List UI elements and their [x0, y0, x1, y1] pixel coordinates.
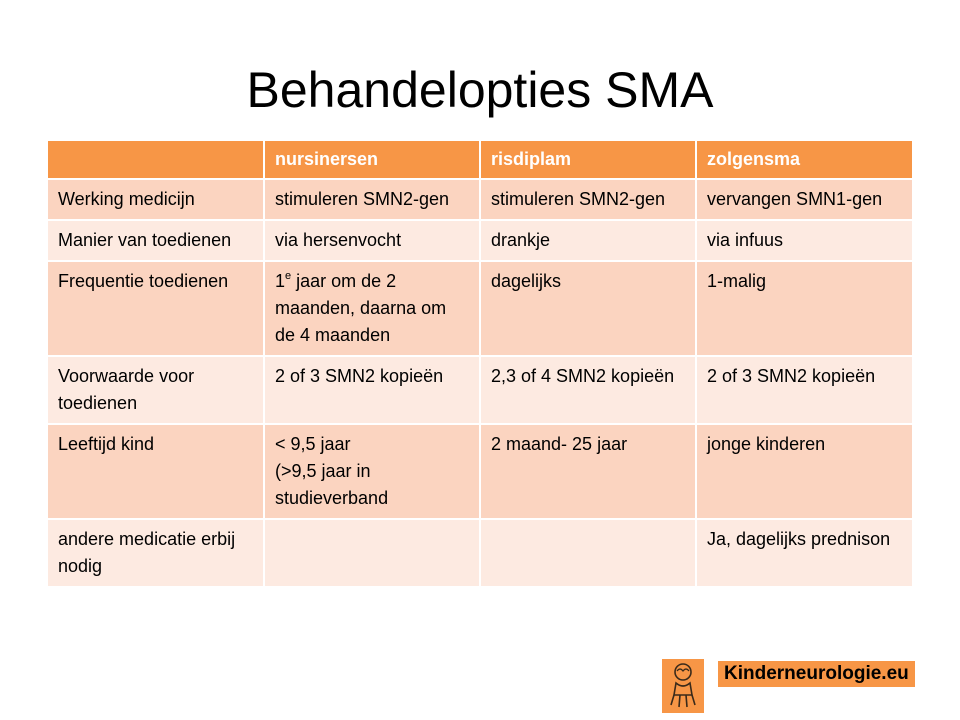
kinderneurologie-logo[interactable] — [662, 659, 928, 713]
table-cell: jonge kinderen — [696, 424, 912, 519]
table-cell: stimuleren SMN2-gen — [264, 179, 480, 220]
table-row — [48, 179, 912, 220]
table-cell — [480, 519, 696, 587]
table-cell: 2 of 3 SMN2 kopieën — [696, 356, 912, 424]
header-nursinersen: nursinersen — [264, 141, 480, 179]
logo-text: Kinderneurologie.eu — [718, 661, 915, 687]
row-label: andere medicatie erbij nodig — [48, 519, 264, 587]
child-with-brain-icon — [662, 659, 704, 713]
table-row — [48, 424, 912, 519]
header-risdiplam: risdiplam — [480, 141, 696, 179]
table-cell: drankje — [480, 220, 696, 261]
table-cell: via infuus — [696, 220, 912, 261]
table-cell: via hersenvocht — [264, 220, 480, 261]
table-header-row — [48, 141, 912, 179]
table-cell: 2 maand- 25 jaar — [480, 424, 696, 519]
table-row — [48, 261, 912, 356]
table-row — [48, 220, 912, 261]
table-row — [48, 356, 912, 424]
ordinal-number: 1 — [275, 271, 286, 291]
table-cell-frequentie — [264, 261, 480, 356]
row-label: Werking medicijn — [48, 179, 264, 220]
frequentie-text: jaar om de 2 maanden, daarna om de 4 maanden — [275, 271, 447, 345]
table-cell: Ja, dagelijks prednison — [696, 519, 912, 587]
row-label: Frequentie toedienen — [48, 261, 264, 356]
leeftijd-line-2: (>9,5 jaar in studieverband — [275, 461, 389, 508]
table-cell: 2,3 of 4 SMN2 kopieën — [480, 356, 696, 424]
header-empty — [48, 141, 264, 179]
treatment-table — [48, 141, 912, 588]
table-cell: stimuleren SMN2-gen — [480, 179, 696, 220]
leeftijd-line-1: < 9,5 jaar — [275, 434, 351, 454]
ordinal-superscript: e — [285, 270, 292, 282]
slide-title: Behandelopties SMA — [246, 62, 714, 118]
header-zolgensma: zolgensma — [696, 141, 912, 179]
table-cell — [264, 519, 480, 587]
table-row — [48, 519, 912, 587]
table-cell-leeftijd — [264, 424, 480, 519]
row-label: Voorwaarde voor toedienen — [48, 356, 264, 424]
table-cell: 2 of 3 SMN2 kopieën — [264, 356, 480, 424]
row-label: Manier van toedienen — [48, 220, 264, 261]
table-cell: dagelijks — [480, 261, 696, 356]
table-cell: vervangen SMN1-gen — [696, 179, 912, 220]
table-cell: 1-malig — [696, 261, 912, 356]
row-label: Leeftijd kind — [48, 424, 264, 519]
